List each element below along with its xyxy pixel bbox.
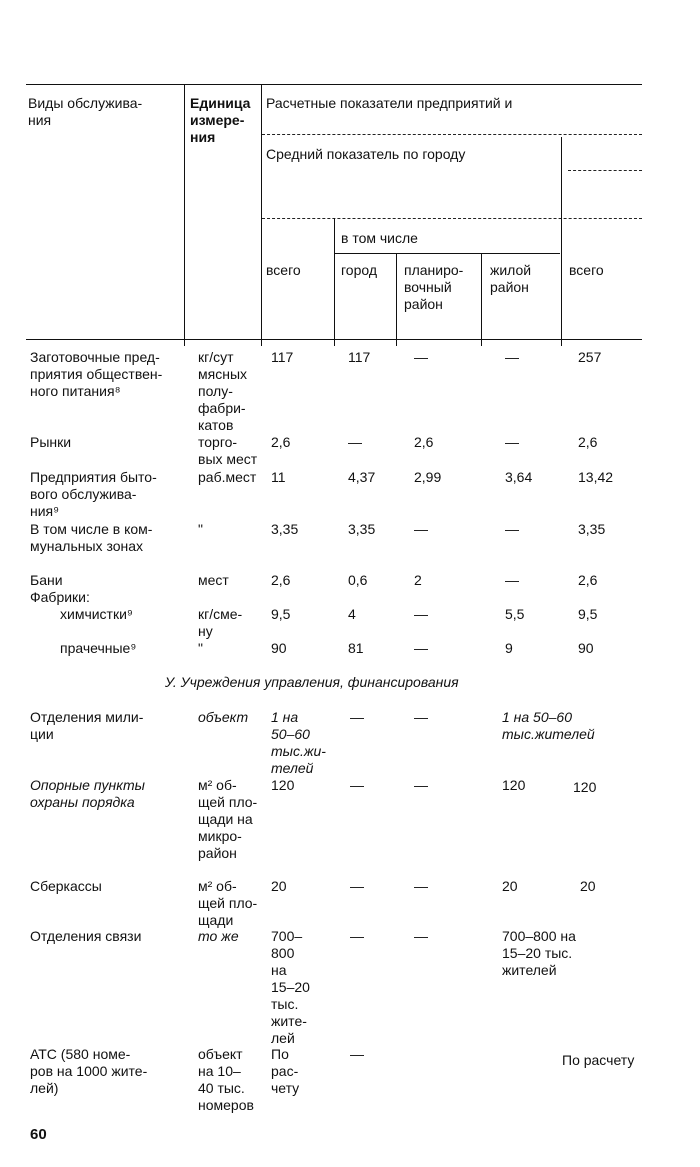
row-total: 11 (271, 469, 286, 485)
col-divider-planning (481, 253, 482, 346)
section-row-city: — (350, 1046, 364, 1062)
row-name: Бани Фабрики: (30, 572, 90, 605)
section-row-unit: то же (198, 928, 239, 944)
header-rule-indicators (262, 134, 642, 135)
row-total-right: 3,35 (578, 521, 606, 537)
section-row-total: 120 (271, 777, 295, 793)
header-rule-including (335, 253, 560, 254)
row-name: Заготовочные пред- приятия обществен- ного питания⁸ (30, 349, 163, 399)
row-unit: кг/сме- ну (198, 606, 243, 639)
table-top-rule (26, 84, 642, 85)
row-city: 4,37 (348, 469, 376, 485)
section-row-total: По рас- чету (271, 1046, 300, 1096)
row-residential: 9 (505, 640, 513, 656)
col-divider-total (334, 218, 335, 346)
page-number: 60 (30, 1126, 47, 1143)
row-city: 4 (348, 606, 356, 622)
row-planning: — (414, 606, 428, 622)
row-residential: — (505, 521, 519, 537)
row-total-right: 2,6 (578, 572, 598, 588)
row-residential: — (505, 572, 519, 588)
header-planning-district: планиро- вочный район (404, 262, 464, 312)
row-total: 9,5 (271, 606, 291, 622)
row-city: — (348, 434, 362, 450)
header-unit: Единица измере- ния (190, 95, 251, 145)
row-name: прачечные⁹ (60, 640, 137, 656)
section-row-name: Сберкассы (30, 878, 102, 894)
header-rule-right-stub (568, 170, 642, 171)
section-row-total: 1 на 50–60 тыс.жи- телей (271, 709, 326, 776)
header-total: всего (266, 262, 301, 278)
row-residential: 5,5 (505, 606, 525, 622)
row-unit: " (198, 640, 203, 656)
section-row-total-right: По расчету (562, 1052, 635, 1068)
row-total-right: 90 (578, 640, 594, 656)
row-city: 117 (348, 349, 371, 365)
row-total: 2,6 (271, 572, 291, 588)
section-row-planning: — (414, 878, 428, 894)
header-city: город (341, 262, 378, 278)
section-row-unit: объект на 10– 40 тыс. номеров (198, 1046, 254, 1113)
section-row-city: — (350, 878, 364, 894)
row-total: 3,35 (271, 521, 299, 537)
row-unit: мест (198, 572, 229, 588)
section-row-name: АТС (580 номе- ров на 1000 жите- лей) (30, 1046, 148, 1096)
section-row-planning: — (414, 928, 428, 944)
section-title: У. Учреждения управления, финансирования (165, 674, 459, 690)
row-city: 3,35 (348, 521, 376, 537)
row-city: 81 (348, 640, 364, 656)
section-row-residential: 20 (502, 878, 518, 894)
row-planning: — (414, 521, 428, 537)
section-row-total: 700– 800 на 15–20 тыс. жите- лей (271, 928, 310, 1046)
section-row-unit: объект (198, 709, 249, 725)
row-planning: — (414, 349, 428, 365)
header-indicators: Расчетные показатели предприятий и (266, 95, 513, 111)
header-total-right: всего (569, 262, 604, 278)
row-total: 2,6 (271, 434, 291, 450)
header-residential-district: жилой район (490, 262, 532, 295)
section-row-total-right: 20 (580, 878, 596, 894)
row-residential: 3,64 (505, 469, 533, 485)
section-row-unit: м² об- щей пло- щади на микро- район (198, 777, 258, 861)
row-planning: — (414, 640, 428, 656)
col-divider-service (184, 84, 185, 346)
row-name: Рынки (30, 434, 72, 450)
row-unit: " (198, 521, 203, 537)
row-unit: торго- вых мест (198, 434, 258, 467)
row-unit: кг/сут мясных полу- фабри- катов (198, 349, 247, 433)
row-name: Предприятия быто- вого обслужива- ния⁹ (30, 469, 157, 519)
section-row-city: — (350, 709, 364, 725)
row-name: химчистки⁹ (60, 606, 133, 622)
header-service-types: Виды обслужива- ния (28, 95, 143, 128)
section-row-name: Опорные пункты охраны порядка (30, 777, 145, 810)
col-divider-unit (261, 84, 262, 346)
section-row-name: Отделения мили- ции (30, 709, 144, 742)
section-row-residential: 1 на 50–60 тыс.жителей (502, 709, 595, 742)
section-row-planning: — (414, 709, 428, 725)
section-row-total: 20 (271, 878, 287, 894)
section-row-residential: 120 (502, 777, 526, 793)
section-row-planning: — (414, 777, 428, 793)
col-divider-city (396, 253, 397, 346)
row-city: 0,6 (348, 572, 368, 588)
section-row-unit: м² об- щей пло- щади (198, 878, 258, 928)
col-divider-residential (561, 137, 562, 346)
row-unit: раб.мест (198, 469, 257, 485)
row-total-right: 2,6 (578, 434, 598, 450)
row-total: 117 (271, 349, 294, 365)
header-rule-average (262, 218, 642, 219)
row-planning: 2,6 (414, 434, 434, 450)
row-total-right: 257 (578, 349, 602, 365)
row-total: 90 (271, 640, 287, 656)
row-name: В том числе в ком- мунальных зонах (30, 521, 153, 554)
header-including: в том числе (341, 230, 418, 246)
row-planning: 2 (414, 572, 422, 588)
section-row-total-right: 120 (573, 779, 597, 795)
section-row-residential: 700–800 на 15–20 тыс. жителей (502, 928, 576, 978)
row-planning: 2,99 (414, 469, 442, 485)
section-row-city: — (350, 777, 364, 793)
section-row-city: — (350, 928, 364, 944)
row-total-right: 13,42 (578, 469, 614, 485)
section-row-name: Отделения связи (30, 928, 142, 944)
row-residential: — (505, 349, 519, 365)
header-city-average: Средний показатель по городу (266, 146, 466, 162)
row-total-right: 9,5 (578, 606, 598, 622)
row-residential: — (505, 434, 519, 450)
